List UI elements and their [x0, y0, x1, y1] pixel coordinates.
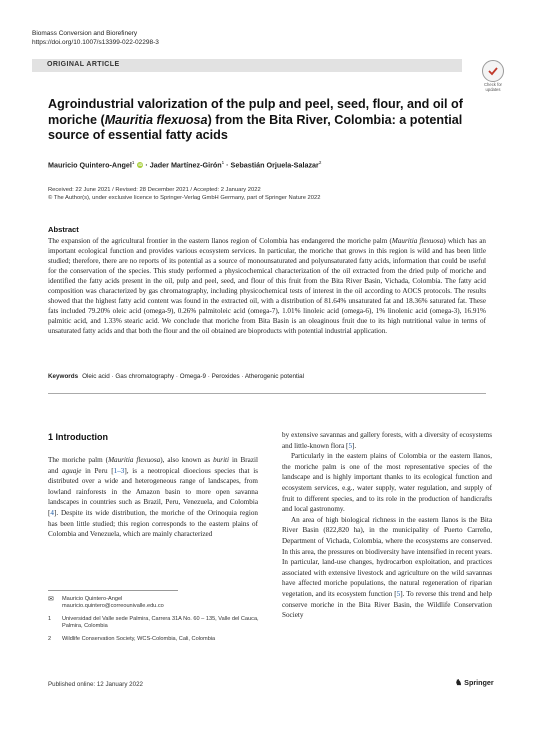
publisher-logo: ♞ Springer	[455, 678, 494, 687]
check-for-updates-icon	[482, 60, 504, 82]
check-for-updates-caption: Check for updates	[484, 82, 502, 92]
abstract-text: The expansion of the agricultural frontier in the eastern llanos region of Colombia has endangered the moriche palm (Mauritia flexuosa) which has an important ecological function and provides various ecosystem services. In particular, the moriche that grows in this region is wild and has been little studied; therefore, there are no reports of its potential as a source of monounsaturated and polyunsaturated fatty acids, information that could be useful for the conservation of the species. This study performed a physicochemical characterization of the oil extracted from the dried pulp of moriche and identified the fatty acids present in the oil, pulp and peel, seed, and flour of this fruit from the Bita River Basin, Vichada, Colombia. The fatty acid composition was characterized by gas chromatography, including physicochemical tests of interest in the oil according to AOCS protocols. The results showed that the highest fatty acid content was found in the extracted oil, with a distribution of 81.64% unsaturated fat and 18.36% saturated fat. These fats included 79.20% oleic acid (omega-9), 0.26% palmitoleic acid (omega-7), 1.01% linoleic acid (omega-6), 1% linolenic acid (omega-3), 16.91% palmitic acid, and 1.33% stearic acid. We conclude that moriche from Bita Basin is an oleaginous fruit due to its high nutritional value in terms of unsaturated fatty acids and that both the flour and the oil obtained are bioproducts with potential industrial application.	[48, 237, 486, 335]
author-name[interactable]: · Sebastián Orjuela-Salazar	[224, 160, 319, 170]
abstract-heading: Abstract	[48, 225, 79, 234]
article-title: Agroindustrial valorization of the pulp and peel, seed, flour, and oil of moriche (Mauritia flexuosa) from the Bita River, Colombia: a potential source of essential fatty acids	[48, 97, 463, 142]
intro-right-column	[282, 430, 492, 621]
citation-link[interactable]: 1–3	[113, 466, 125, 475]
corresponding-author: ✉ Mauricio Quintero-Angel mauricio.quintero@correounivalle.edu.co	[48, 596, 164, 610]
check-for-updates-badge[interactable]	[478, 60, 508, 92]
paragraph: An area of high biological richness in the eastern llanos is the Bita River Basin (822,820 ha), in the municipality of Puerto Carreño, Department of Vichada, Colombia, where the ecosystems are conserved. In this area, the pressures on biodiversity have intensified in recent years. In particular, land-use changes, hydrocarbon exploitation, and practices associated with extensive livestock and agriculture on the wild savannas have affected moriche populations, the natural regeneration of riparian vegetation, and its ecosystem function [5]. To reverse this trend and help conserve moriche in the Bita River Basin, the Wildlife Conservation Society	[282, 515, 492, 620]
published-date: Published online: 12 January 2022	[48, 681, 143, 688]
journal-header	[32, 30, 159, 47]
author-name[interactable]: · Jader Martínez-Girón	[143, 160, 222, 170]
divider	[48, 393, 486, 394]
footnote-divider	[48, 590, 178, 591]
paragraph: Particularly in the eastern plains of Colombia or the eastern llanos, the moriche palm is one of the most representative species of the landscape and is highly important thanks to its ecological function and ecosystem services, e.g., water supply, water regulation, and supply of fruit to different species, and to its role in the production of handicrafts and local gastronomy.	[282, 452, 492, 514]
paragraph: by extensive savannas and gallery forests, with a diversity of ecosystems and little-known flora [5].	[282, 431, 492, 450]
article-type-band: ORIGINAL ARTICLE	[32, 59, 462, 72]
intro-left-column: The moriche palm (Mauritia flexuosa), also known as buriti in Brazil and aguaje in Peru [1–3], is a neotropical dioecious species that is distributed over a wide and heterogeneous range of landscapes, from lowland rainforests in the Amazon basin to more open savanna landscapes in countries such as Brazil, Peru, Venezuela, and Colombia [4]. Despite its wide distribution, the moriche of the Orinoquia region has been little studied; this region corresponds to the eastern plains of Colombia and Venezuela, which are mainly characterized	[48, 456, 258, 539]
affiliation: 2 Wildlife Conservation Society, WCS-Colombia, Cali, Colombia	[48, 635, 216, 642]
author-name[interactable]: Mauricio Quintero-Angel	[48, 160, 132, 170]
keywords	[48, 373, 304, 380]
envelope-icon: ✉	[48, 596, 54, 603]
affiliation: 1 Universidad del Valle sede Palmira, Carrera 31A No. 60 – 135, Valle del Cauca, Palmira, Colombia	[48, 615, 259, 630]
author-list: Mauricio Quintero-Angel$^1$ iD · Jader Martínez-Girón$^1$ · Sebastián Orjuela-Salazar$^2$	[48, 160, 322, 170]
journal-name: Biomass Conversion and Biorefinery	[32, 30, 138, 37]
footnotes	[48, 596, 263, 648]
keywords-list: Oleic acid · Gas chromatography · Omega-9 · Peroxides · Atherogenic potential	[82, 373, 305, 380]
springer-horse-icon: ♞	[455, 678, 463, 687]
citation-link[interactable]: 4	[50, 508, 54, 517]
citation-link[interactable]: 5	[396, 589, 401, 598]
section-heading-introduction: 1 Introduction	[48, 432, 108, 442]
citation-link[interactable]: 5	[348, 441, 353, 450]
keywords-label: Keywords	[48, 373, 79, 380]
doi-link[interactable]: https://doi.org/10.1007/s13399-022-02298-3	[32, 38, 159, 46]
article-dates: Received: 22 June 2021 / Revised: 28 December 2021 / Accepted: 2 January 2022 © The Author(s), under exclusive licence to Springer-Verlag GmbH Germany, part of Springer Nature 2022	[48, 187, 321, 201]
orcid-icon[interactable]: iD	[138, 162, 143, 168]
email-link[interactable]: mauricio.quintero@correounivalle.edu.co	[62, 603, 164, 610]
